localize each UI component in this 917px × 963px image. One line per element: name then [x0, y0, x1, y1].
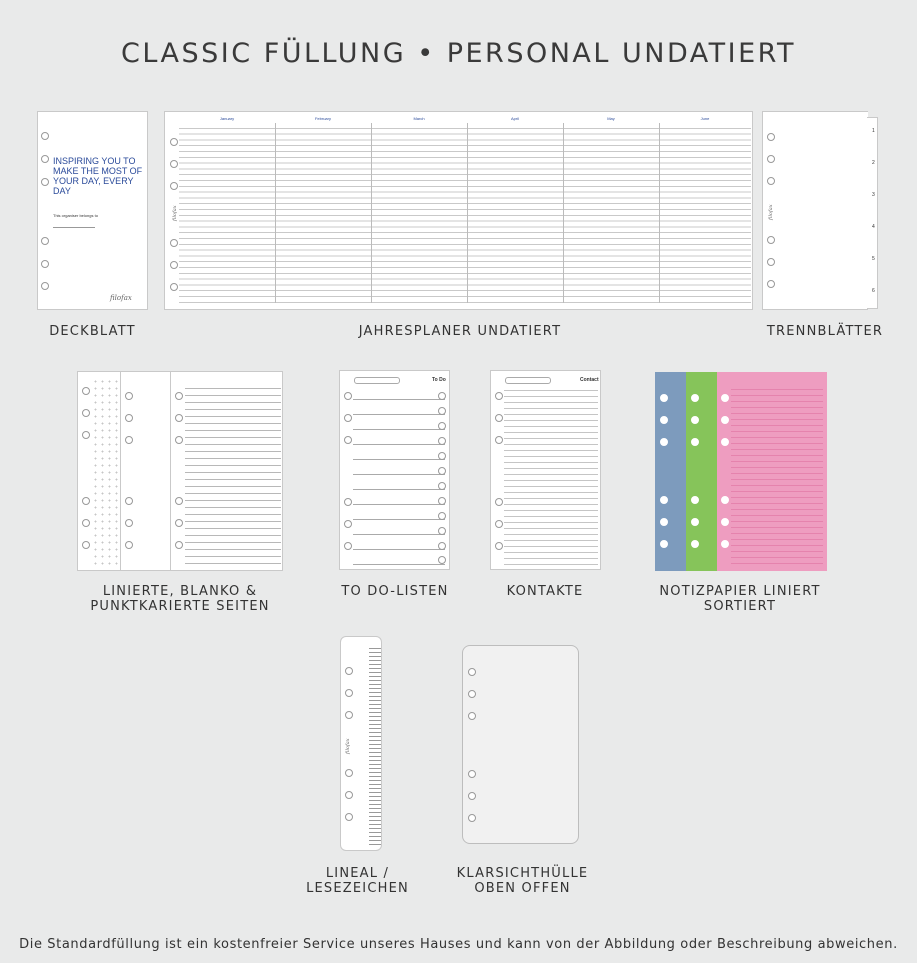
year-planner-page [164, 111, 753, 310]
divider-tab: 3 [872, 192, 875, 198]
todo-page [339, 370, 450, 570]
footer-note: Die Standardfüllung ist ein kostenfreier Service unseres Hauses und kann von der Abbildung oder Beschreibung abweichen. [19, 937, 898, 952]
contacts-header: Contact [580, 377, 599, 383]
caption-notepaper: NOTIZPAPIER LINIERT SORTIERT [659, 584, 821, 614]
contacts-page [490, 370, 601, 570]
caption-contacts: KONTAKTE [506, 584, 584, 599]
brand-logo: filofax [110, 294, 132, 302]
caption-todo: TO DO-LISTEN [341, 584, 449, 599]
ruled-page [170, 371, 283, 571]
caption-cover: DECKBLATT [49, 324, 136, 339]
caption-planner: JAHRESPLANER UNDATIERT [358, 324, 562, 339]
month-label: April [510, 116, 519, 121]
caption-ruled: LINIERTE, BLANKO & PUNKTKARIERTE SEITEN [90, 584, 270, 614]
caption-sleeve: KLARSICHTHÜLLE OBEN OFFEN [456, 866, 589, 896]
planner-brand: filofax [172, 205, 178, 221]
cover-headline: INSPIRING YOU TO MAKE THE MOST OF YOUR DAY, EVERY DAY [53, 156, 143, 196]
cover-owner-label: This organiser belongs to [53, 213, 98, 218]
cover-page [37, 111, 148, 310]
month-label: January [219, 116, 235, 121]
caption-dividers: TRENNBLÄTTER [766, 324, 884, 339]
todo-header: To Do [432, 377, 446, 383]
caption-ruler: LINEAL / LESEZEICHEN [306, 866, 409, 896]
month-label: February [314, 116, 331, 121]
ruler-bookmark: filofax [340, 636, 382, 851]
divider-tab: 4 [872, 224, 875, 230]
month-label: March [413, 116, 425, 121]
divider-pages [762, 111, 868, 310]
divider-tab: 2 [872, 160, 875, 166]
month-label: June [700, 116, 710, 121]
divider-tab: 6 [872, 288, 875, 294]
divider-tab: 5 [872, 256, 875, 262]
blank-page [120, 371, 174, 571]
clear-sleeve [462, 645, 579, 844]
divider-brand: filofax [768, 204, 774, 220]
divider-tab: 1 [872, 128, 875, 134]
month-label: May [607, 116, 615, 121]
page-title: CLASSIC FÜLLUNG • PERSONAL UNDATIERT [121, 38, 796, 69]
divider-tab-strip [867, 117, 878, 309]
notepaper-pink [717, 372, 827, 571]
